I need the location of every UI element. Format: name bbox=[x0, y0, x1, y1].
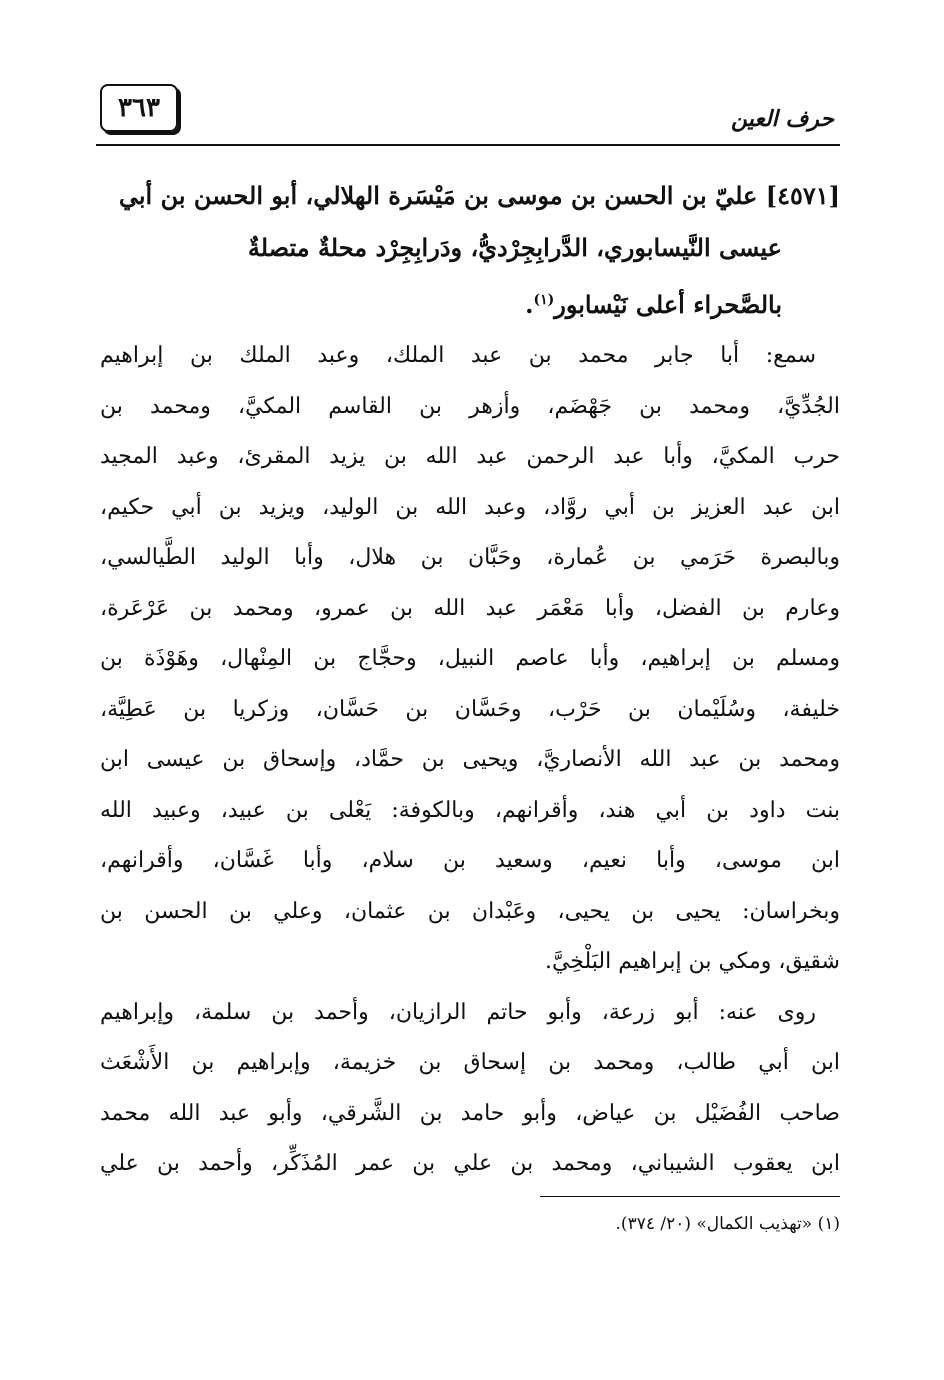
paragraph-line: خليفة، وسُلَيْمان بن حَرْب، وحَسَّان بن حَسَّان، وزكريا بن عَطِيَّة، bbox=[100, 696, 840, 722]
paragraph-narrated-by bbox=[100, 988, 840, 1190]
footnote-reference: (١) bbox=[533, 292, 555, 308]
paragraph-line: ابن عبد العزيز بن أبي روَّاد، وعبد الله بن الوليد، ويزيد بن أبي حكيم، bbox=[100, 494, 840, 520]
paragraph-line: الجُدِّيَّ، ومحمد بن جَهْضَم، وأزهر بن القاسم المكيَّ، ومحمد بن bbox=[100, 393, 840, 419]
page-body bbox=[100, 170, 840, 1190]
paragraph-line: وبالبصرة حَرَمي بن عُمارة، وحَبَّان بن هلال، وأبا الوليد الطَّيالسي، bbox=[100, 545, 840, 570]
paragraph-line: وعارم بن الفضل، وأبا مَعْمَر عبد الله بن عمرو، ومحمد بن عَرْعَرة، bbox=[100, 595, 840, 621]
paragraph-line: بنت داود بن أبي هند، وأقرانهم، وبالكوفة: يَعْلى بن عبيد، وعبيد الله bbox=[100, 797, 840, 823]
paragraph-line: وبخراسان: يحيى بن يحيى، وعَبْدان بن عثمان، وعلي بن الحسن بن bbox=[100, 898, 840, 924]
entry-heading bbox=[100, 170, 840, 331]
entry-heading-line-1: [٤٥٧١] عليّ بن الحسن بن موسى بن مَيْسَرة الهلالي، أبو الحسن بن أبي bbox=[118, 181, 840, 210]
entry-heading-end: . bbox=[525, 290, 534, 319]
entry-heading-line-2: عيسى النَّيسابوري، الدَّرابِجِرْديُّ، ودَرابِجِرْد محلةٌ متصلةٌ bbox=[247, 233, 782, 262]
footnote: (١) «تهذيب الكمال» (٢٠/ ٣٧٤). bbox=[615, 1214, 840, 1234]
paragraph-line: سمع: أبا جابر محمد بن عبد الملك، وعبد الملك بن إبراهيم bbox=[100, 343, 816, 368]
paragraph-line: حرب المكيَّ، وأبا عبد الرحمن عبد الله بن يزيد المقرئ، وعبد المجيد bbox=[100, 444, 840, 469]
paragraph-line: ابن يعقوب الشيباني، ومحمد بن علي بن عمر المُذَكِّر، وأحمد بن علي bbox=[100, 1151, 840, 1176]
paragraph-heard-from bbox=[100, 331, 840, 988]
paragraph-line: ابن أبي طالب، ومحمد بن إسحاق بن خزيمة، وإبراهيم بن الأَشْعَث bbox=[100, 1050, 840, 1075]
paragraph-line: ومحمد بن عبد الله الأنصاريَّ، ويحيى بن حمَّاد، وإسحاق بن عيسى ابن bbox=[100, 747, 840, 772]
page-number: ٣٦٣ bbox=[100, 84, 178, 132]
paragraph-line: روى عنه: أبو زرعة، وأبو حاتم الرازيان، وأحمد بن سلمة، وإبراهيم bbox=[100, 999, 816, 1025]
footnote-divider bbox=[540, 1196, 840, 1197]
page-header bbox=[96, 84, 840, 146]
paragraph-line: ابن موسى، وأبا نعيم، وسعيد بن سلام، وأبا غَسَّان، وأقرانهم، bbox=[100, 848, 840, 873]
entry-heading-line-3 bbox=[100, 274, 840, 331]
entry-heading-line-3-text: بالصَّحراء أعلى نَيْسابور bbox=[554, 290, 782, 319]
running-header-title: حرف العين bbox=[730, 106, 834, 132]
paragraph-line: شقيق، ومكي بن إبراهيم البَلْخِيَّ. bbox=[544, 949, 840, 974]
paragraph-line: ومسلم بن إبراهيم، وأبا عاصم النبيل، وحجَّاج بن المِنْهال، وهَوْذَة بن bbox=[100, 646, 840, 671]
paragraph-line: صاحب الفُضَيْل بن عياض، وأبو حامد بن الشَّرقي، وأبو عبد الله محمد bbox=[100, 1100, 840, 1126]
header-divider bbox=[96, 144, 840, 146]
